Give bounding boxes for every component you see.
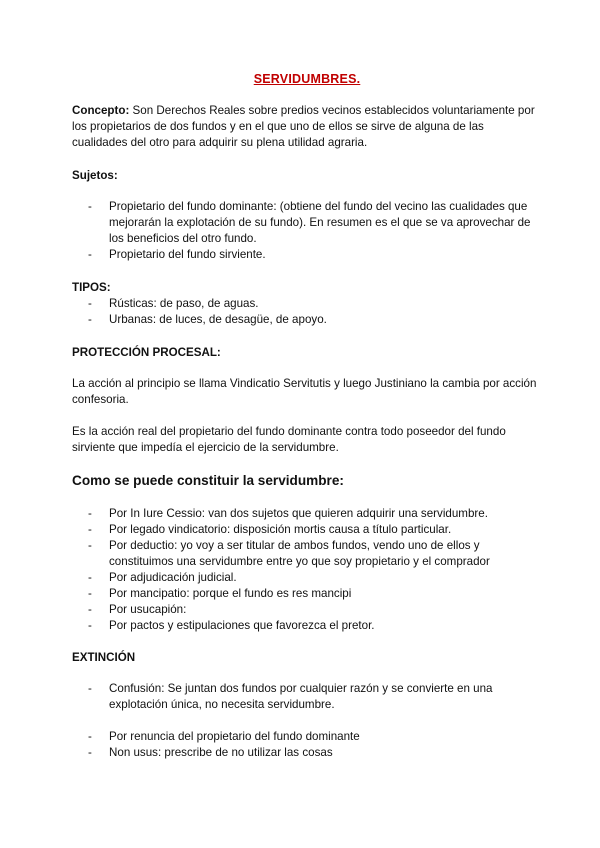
document-title: SERVIDUMBRES. bbox=[253, 72, 361, 86]
dash-bullet: - bbox=[88, 539, 92, 552]
dash-bullet: - bbox=[88, 507, 92, 520]
list-item: - Por pactos y estipulaciones que favorezca el pretor. bbox=[88, 619, 375, 632]
list-item: - Por renuncia del propietario del fundo dominante bbox=[88, 730, 360, 743]
list-item: - Por mancipatio: porque el fundo es res mancipi bbox=[88, 587, 352, 600]
proteccion-paragraph-2: Es la acción real del propietario del fundo dominante contra todo poseedor del fundo sirviente que impedía el ejercicio de la servidumbre. bbox=[72, 425, 506, 454]
constitucion-list bbox=[72, 506, 542, 634]
list-item: - Rústicas: de paso, de aguas. bbox=[88, 297, 259, 310]
list-item: - Non usus: prescribe de no utilizar las cosas bbox=[88, 746, 333, 759]
list-item: - Por In Iure Cessio: van dos sujetos que quieren adquirir una servidumbre. bbox=[88, 507, 488, 520]
dash-bullet: - bbox=[88, 587, 92, 600]
dash-bullet: - bbox=[88, 682, 92, 695]
dash-bullet: - bbox=[88, 730, 92, 743]
concepto-label: Concepto: bbox=[72, 104, 130, 117]
list-item: - Urbanas: de luces, de desagüe, de apoyo. bbox=[88, 313, 327, 326]
proteccion-heading: PROTECCIÓN PROCESAL: bbox=[72, 346, 221, 359]
list-item: - Por usucapión: bbox=[88, 603, 187, 616]
dash-bullet: - bbox=[88, 200, 92, 213]
list-item: - Confusión: Se juntan dos fundos por cualquier razón y se convierte en una explotación única, no necesita servidumbre. bbox=[88, 682, 493, 711]
dash-bullet: - bbox=[88, 297, 92, 310]
concepto-paragraph bbox=[72, 103, 542, 151]
dash-bullet: - bbox=[88, 248, 92, 261]
tipos-list bbox=[72, 296, 542, 328]
concepto-text: Son Derechos Reales sobre predios vecinos establecidos voluntariamente por los propietarios de dos fundos y en el que uno de ellos se sirve de alguna de las cualidades del otro para adquirir su plena utilidad agraria. bbox=[72, 104, 535, 149]
sujetos-heading: Sujetos: bbox=[72, 169, 118, 182]
sujetos-list bbox=[72, 199, 542, 263]
dash-bullet: - bbox=[88, 523, 92, 536]
dash-bullet: - bbox=[88, 746, 92, 759]
list-item: - Propietario del fundo sirviente. bbox=[88, 248, 266, 261]
dash-bullet: - bbox=[88, 603, 92, 616]
extincion-heading: EXTINCIÓN bbox=[72, 651, 136, 664]
list-item: - Por legado vindicatorio: disposición mortis causa a título particular. bbox=[88, 523, 452, 536]
list-item: - Por adjudicación judicial. bbox=[88, 571, 237, 584]
list-item: - Por deductio: yo voy a ser titular de ambos fundos, vendo uno de ellos y constituimos una servidumbre entre yo que soy propietario y el comprador bbox=[88, 539, 490, 568]
dash-bullet: - bbox=[88, 313, 92, 326]
constitucion-heading: Como se puede constituir la servidumbre: bbox=[72, 473, 344, 488]
extincion-list-b bbox=[72, 729, 542, 761]
tipos-heading: TIPOS: bbox=[72, 281, 111, 294]
document-page bbox=[72, 0, 542, 848]
dash-bullet: - bbox=[88, 571, 92, 584]
dash-bullet: - bbox=[88, 619, 92, 632]
list-item: - Propietario del fundo dominante: (obtiene del fundo del vecino las cualidades que mejorarán la explotación de su fundo). En resumen es el que se va aprovechar de los beneficios del otro fundo. bbox=[88, 200, 531, 245]
proteccion-paragraph-1: La acción al principio se llama Vindicatio Servitutis y luego Justiniano la cambia por acción confesoria. bbox=[72, 377, 537, 406]
extincion-list-a bbox=[72, 681, 542, 713]
